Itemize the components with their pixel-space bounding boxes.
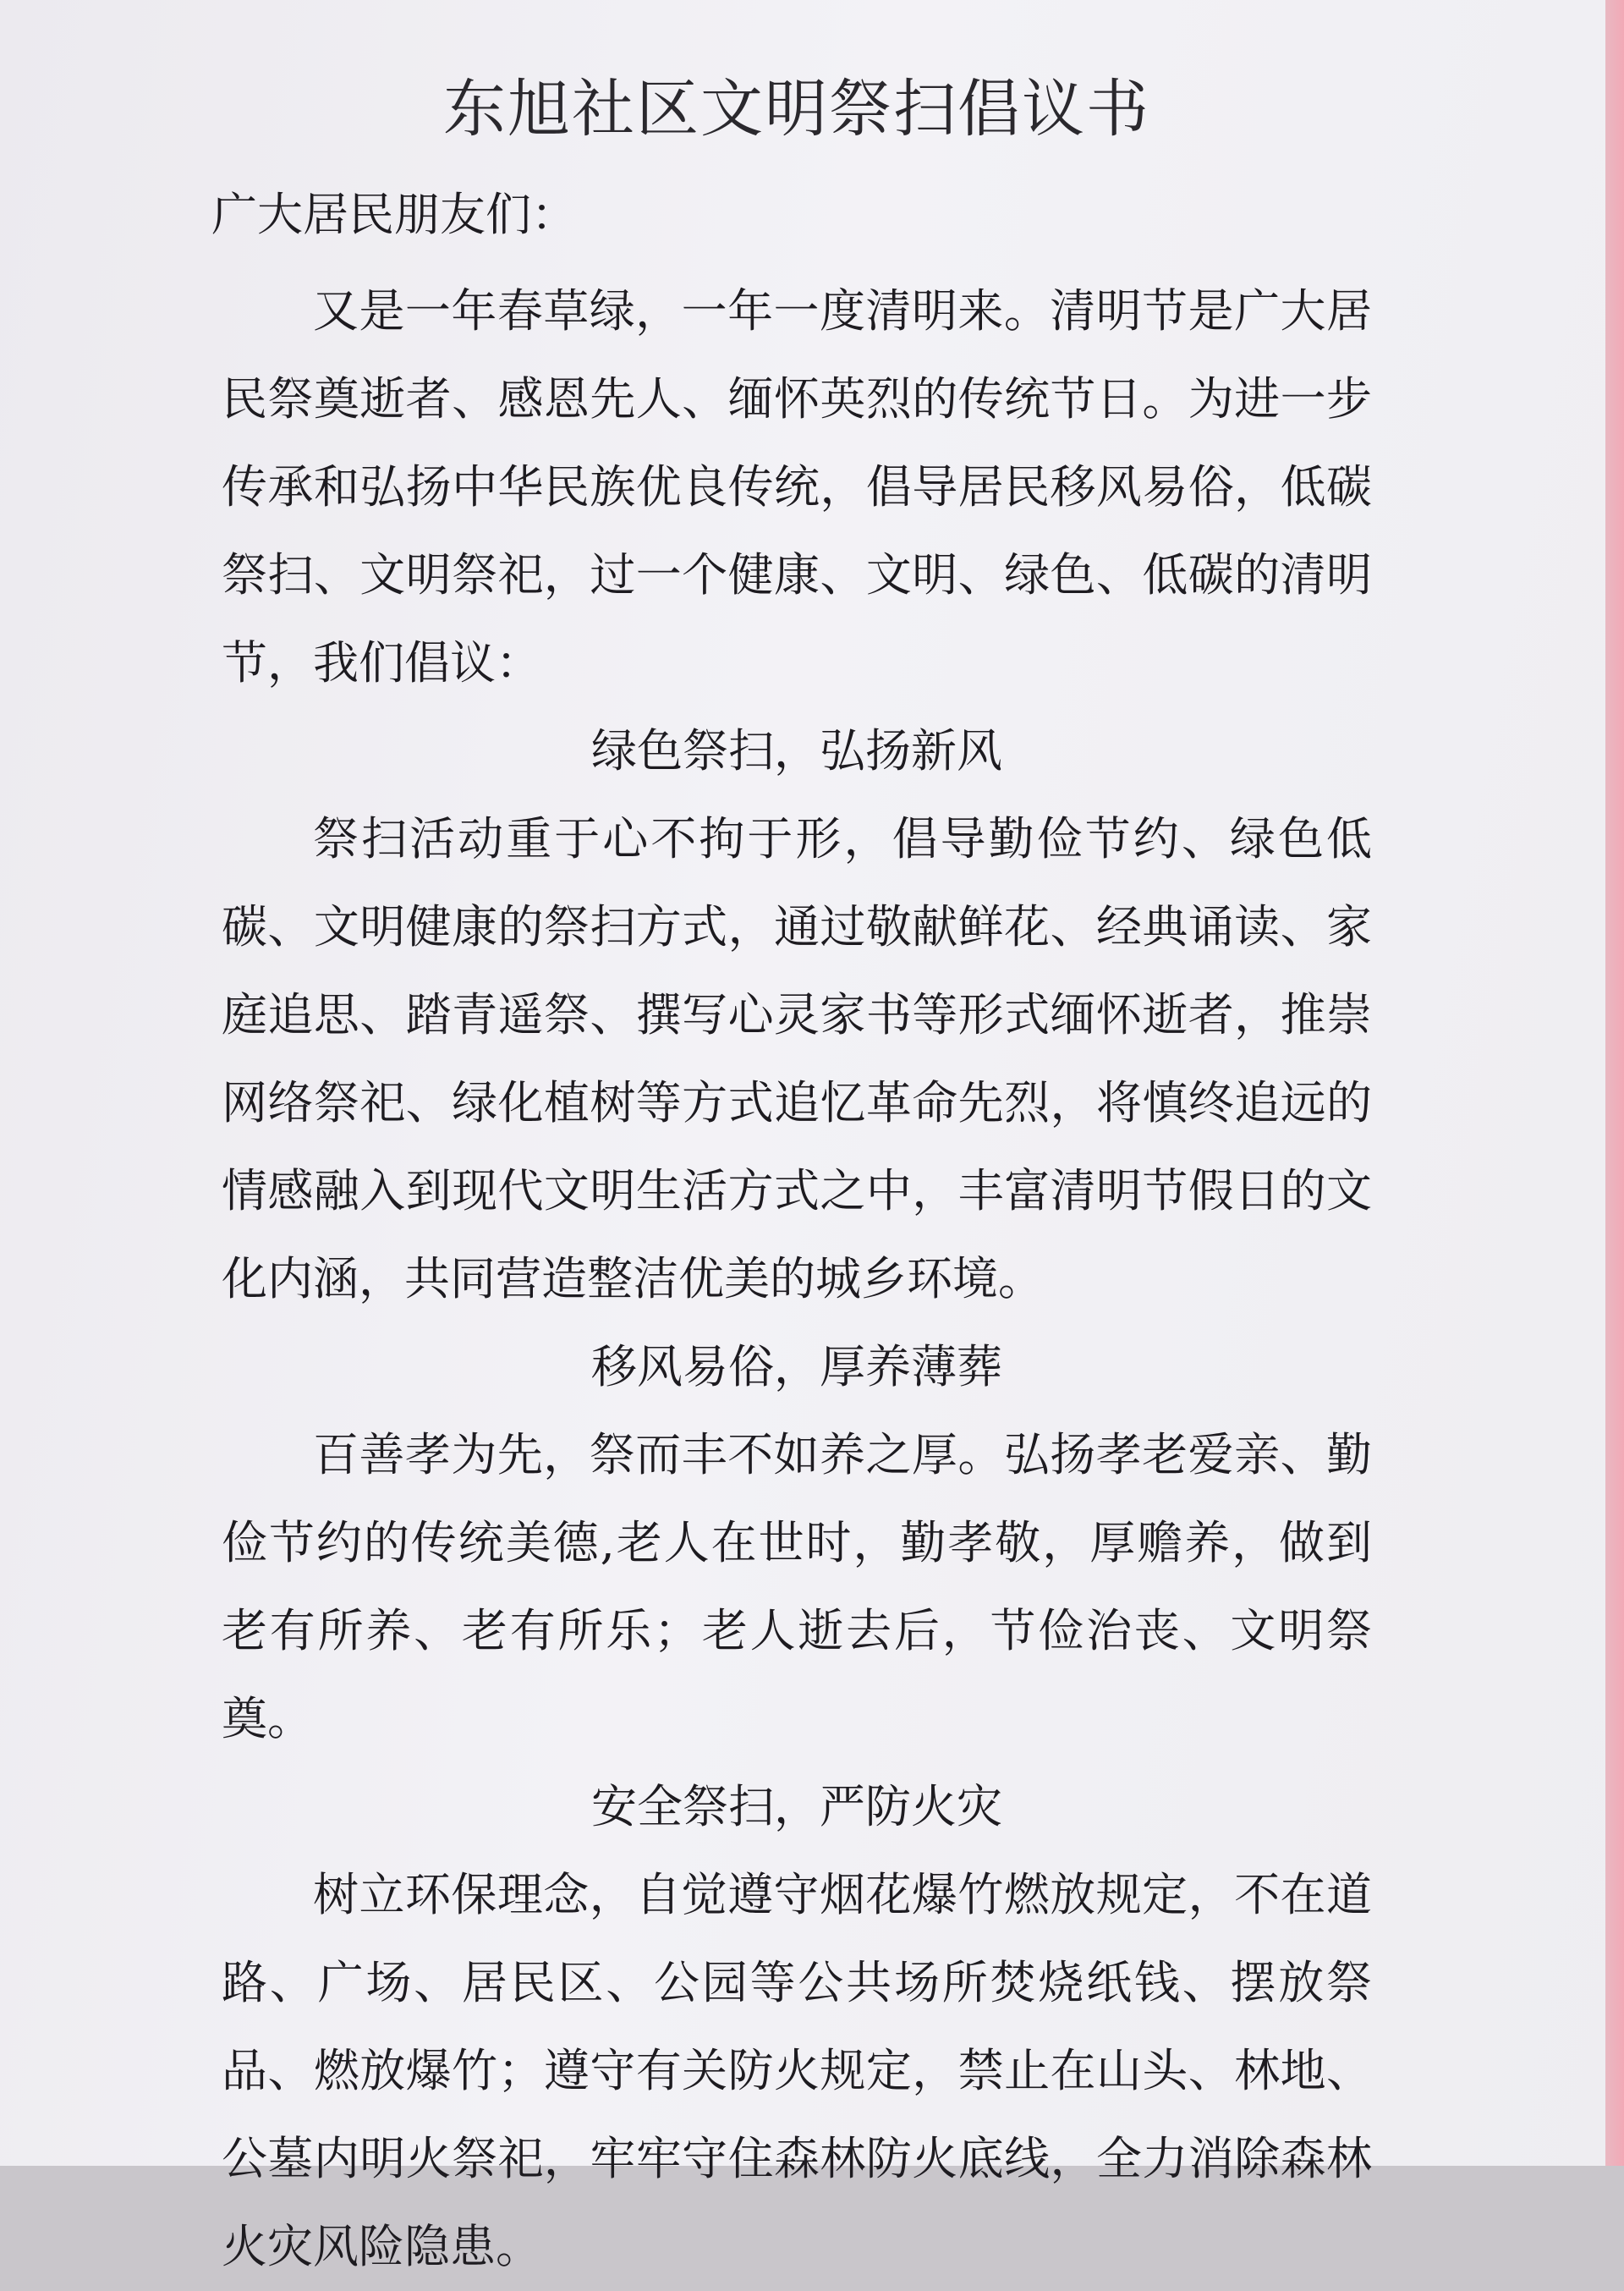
section-heading-green: 绿色祭扫，弘扬新风 <box>591 724 1002 777</box>
salutation: 广大居民朋友们： <box>211 188 577 241</box>
section-heading-safety: 安全祭扫，严防火灾 <box>591 1780 1002 1833</box>
section-body-safety: 树立环保理念，自觉遵守烟花爆竹燃放规定，不在道路、广场、居民区、公园等公共场所焚烧纸钱、摆放祭品、燃放爆竹；遵守有关防火规定，禁止在山头、林地、公墓内明火祭祀，牢牢守住森林防火底线，全力消除森林火灾风险隐患。 <box>222 1868 1372 2273</box>
section-body-green: 祭扫活动重于心不拘于形，倡导勤俭节约、绿色低碳、文明健康的祭扫方式，通过敬献鲜花、经典诵读、家庭追思、踏青遥祭、撰写心灵家书等形式缅怀逝者，推崇网络祭祀、绿化植树等方式追忆革命先烈，将慎终追远的情感融入到现代文明生活方式之中，丰富清明节假日的文化内涵，共同营造整洁优美的城乡环境。 <box>222 812 1372 1305</box>
document-body <box>211 59 1372 2291</box>
pink-paper-edge <box>1605 0 1624 2166</box>
section-heading-customs: 移风易俗，厚养薄葬 <box>591 1340 1002 1393</box>
intro-paragraph: 又是一年春草绿，一年一度清明来。清明节是广大居民祭奠逝者、感恩先人、缅怀英烈的传统节日。为进一步传承和弘扬中华民族优良传统，倡导居民移风易俗，低碳祭扫、文明祭祀，过一个健康、文明、绿色、低碳的清明节，我们倡议： <box>222 284 1372 689</box>
document-title: 东旭社区文明祭扫倡议书 <box>443 73 1150 146</box>
section-body-customs: 百善孝为先，祭而丰不如养之厚。弘扬孝老爱亲、勤俭节约的传统美德,老人在世时，勤孝敬，厚赡养，做到老有所养、老有所乐；老人逝去后，节俭治丧、文明祭奠。 <box>222 1428 1372 1745</box>
